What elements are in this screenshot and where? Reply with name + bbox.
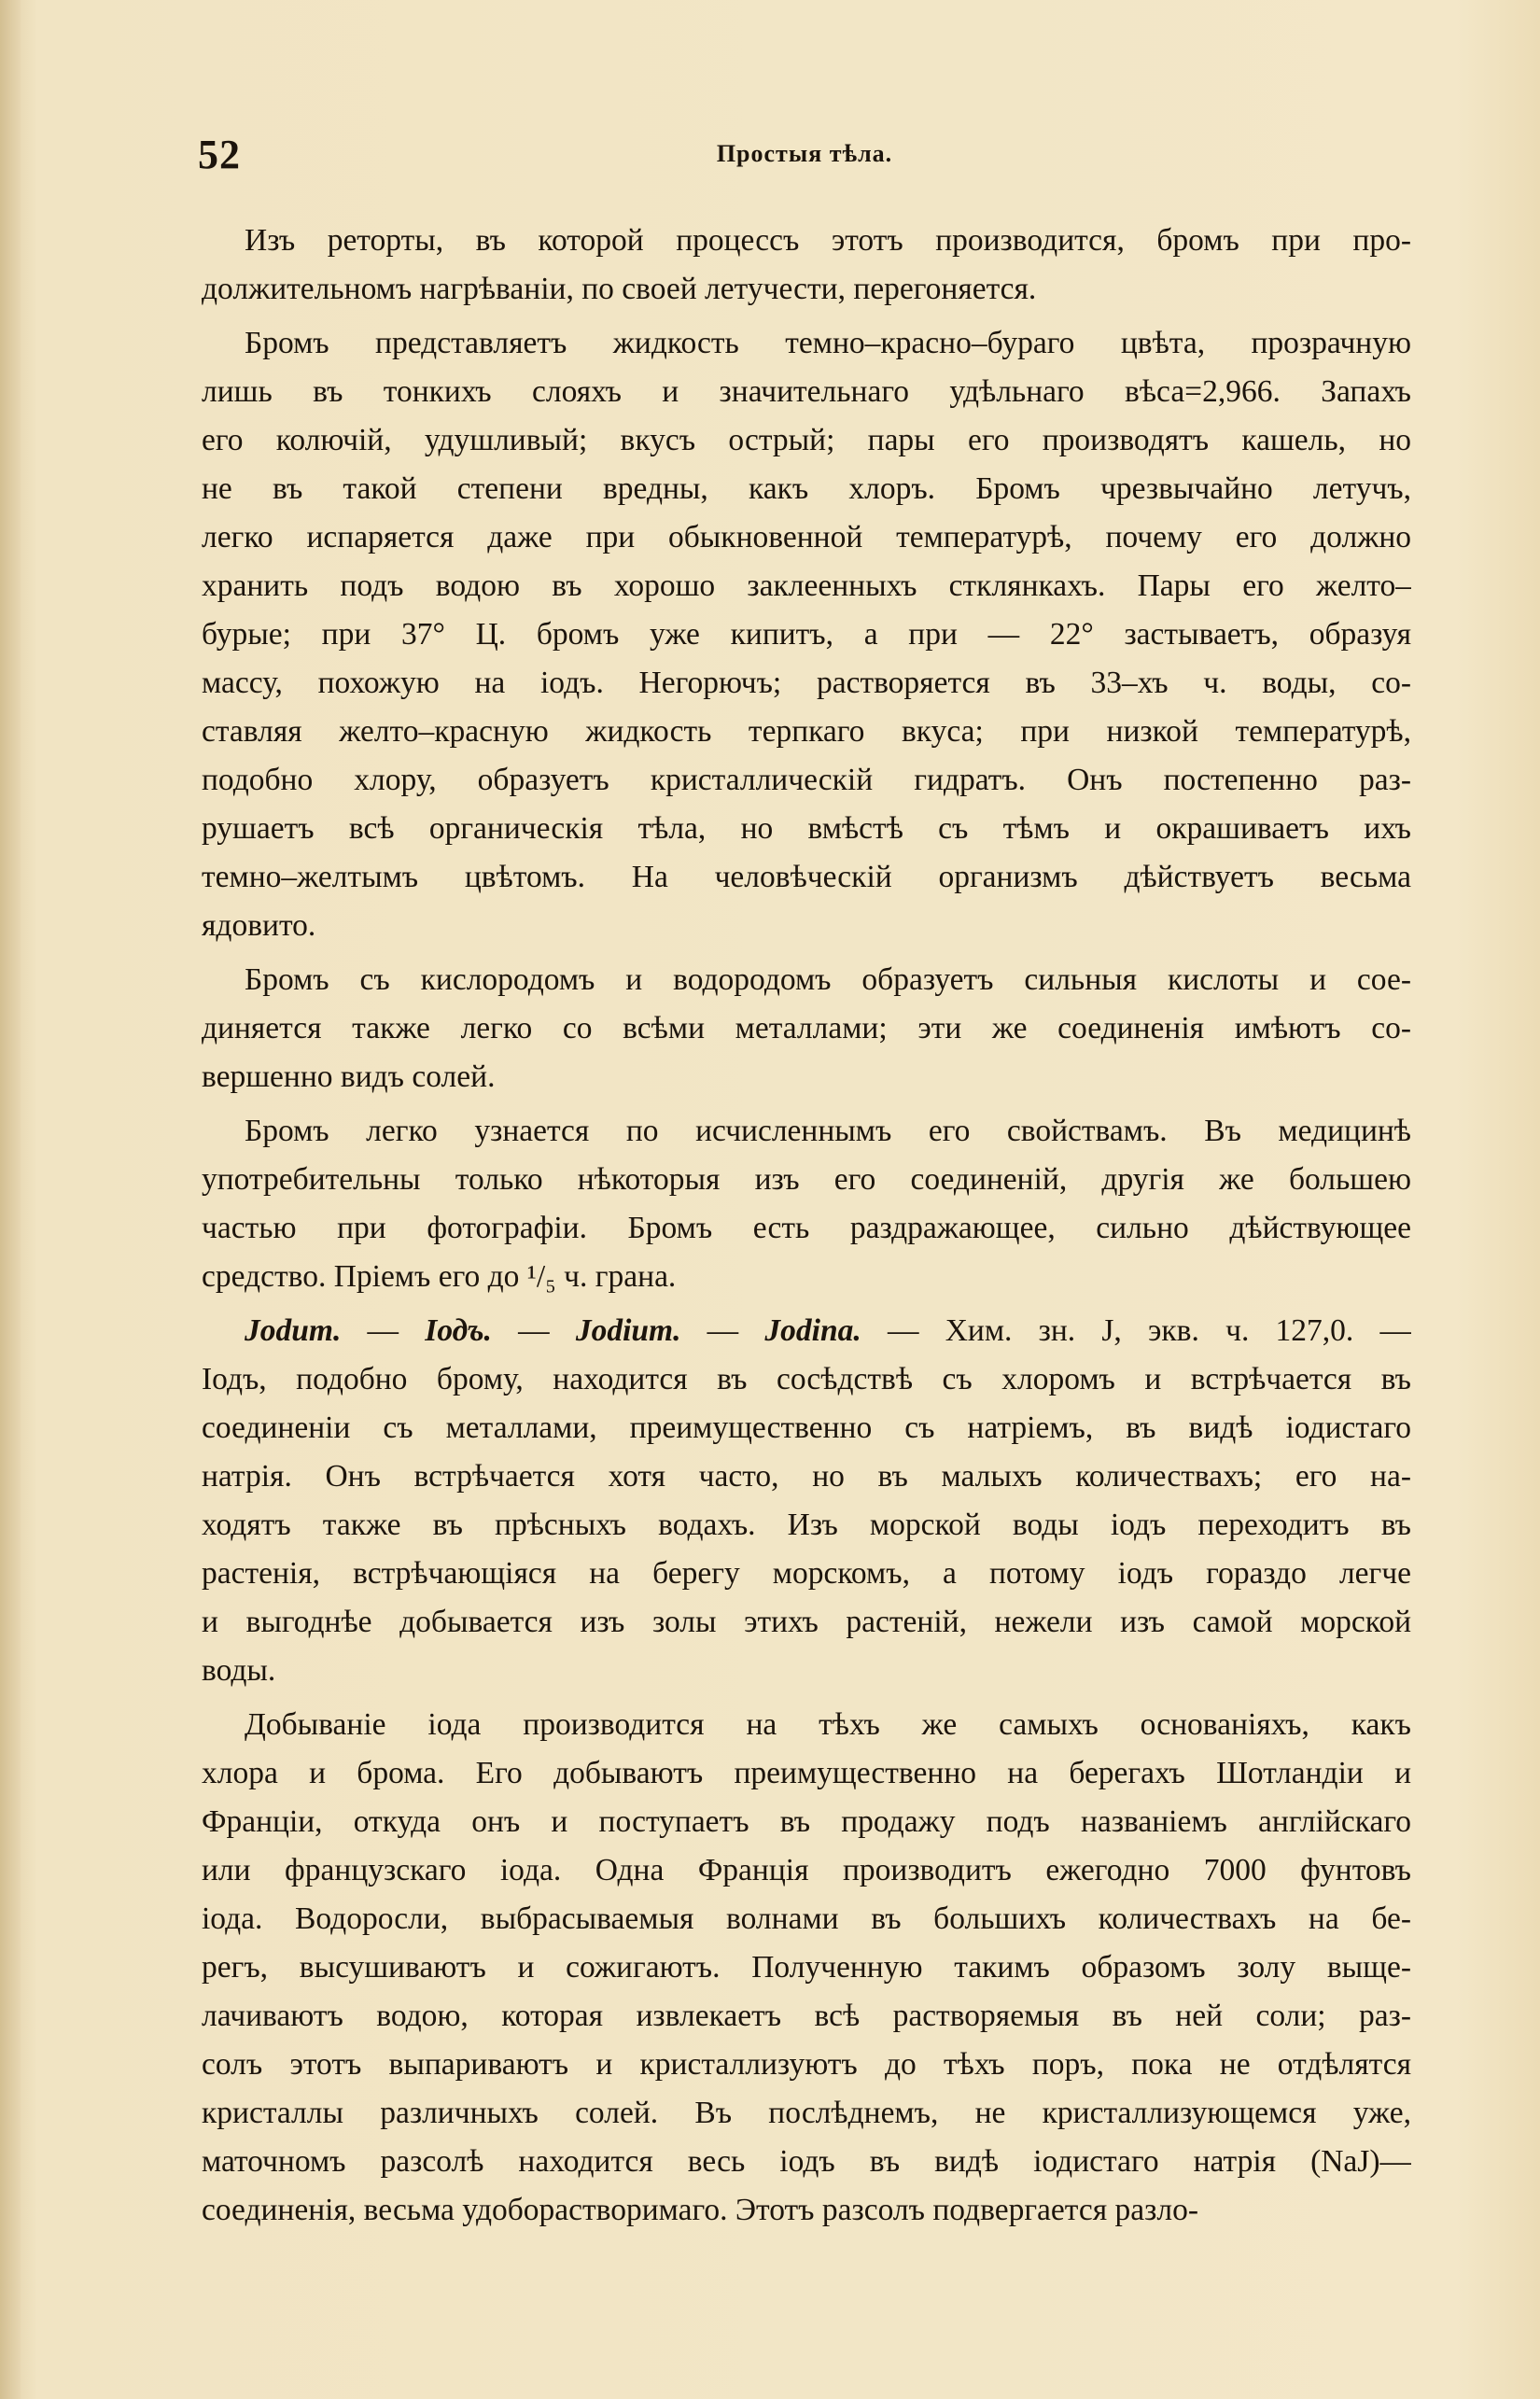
paragraph — [202, 1307, 1411, 1695]
text-line: регъ, высушиваютъ и сожигаютъ. Полученную такимъ образомъ золу выще- — [202, 1950, 1411, 1985]
text-line: и выгоднѣе добывается изъ золы этихъ растеній, нежели изъ самой морской — [202, 1605, 1411, 1639]
text-line: ядовито. — [202, 908, 316, 943]
text-line: Бромъ представляетъ жидкость темно–красно–бураго цвѣта, прозрачную — [245, 326, 1411, 360]
paragraph — [202, 1701, 1411, 2235]
page-number: 52 — [198, 132, 241, 177]
text-line: массу, похожую на іодъ. Негорючъ; растворяется въ 33–хъ ч. воды, со- — [202, 666, 1411, 700]
text-line: лишь въ тонкихъ слояхъ и значительнаго удѣльнаго вѣса=2,966. Запахъ — [202, 374, 1411, 409]
text-line: Франціи, откуда онъ и поступаетъ въ продажу подъ названіемъ англійскаго — [202, 1804, 1411, 1839]
body-text — [202, 217, 1411, 2235]
text-line: Бромъ съ кислородомъ и водородомъ образуетъ сильныя кислоты и сое- — [245, 962, 1411, 997]
text-line: должительномъ нагрѣваніи, по своей летучести, перегоняется. — [202, 272, 1037, 306]
text-line: лачиваютъ водою, которая извлекаетъ всѣ растворяемыя въ ней соли; раз- — [202, 1999, 1411, 2033]
running-head: Простыя тѣла. — [716, 140, 893, 167]
text-line: его колючій, удушливый; вкусъ острый; пары его производятъ кашель, но — [202, 423, 1411, 457]
text-line: темно–желтымъ цвѣтомъ. На человѣческій организмъ дѣйствуетъ весьма — [202, 860, 1411, 894]
text-line: кристаллы различныхъ солей. Въ послѣднемъ, не кристаллизующемся уже, — [202, 2096, 1411, 2130]
text-line: іода. Водоросли, выбрасываемыя волнами въ большихъ количествахъ на бе- — [202, 1901, 1411, 1936]
text-line: вершенно видъ солей. — [202, 1059, 496, 1094]
text-line: Jodum. — Іодъ. — Jodium. — Jodina. — Хим. зн. J, экв. ч. 127,0. — — [245, 1313, 1411, 1348]
paragraph — [202, 956, 1411, 1101]
page-header — [198, 131, 1411, 187]
text-line: не въ такой степени вредны, какъ хлоръ. Бромъ чрезвычайно летучъ, — [202, 471, 1411, 506]
text-line: натрія. Онъ встрѣчается хотя часто, но въ малыхъ количествахъ; его на- — [202, 1459, 1411, 1494]
text-line: солъ этотъ выпариваютъ и кристаллизуютъ до тѣхъ поръ, пока не отдѣлятся — [202, 2047, 1411, 2082]
text-line: растенія, встрѣчающіяся на берегу морскомъ, а потому іодъ гораздо легче — [202, 1556, 1411, 1591]
text-line: хранить подъ водою въ хорошо заклеенныхъ стклянкахъ. Пары его желто– — [202, 568, 1411, 603]
text-line: Добываніе іода производится на тѣхъ же самыхъ основаніяхъ, какъ — [245, 1707, 1411, 1742]
text-line: рушаетъ всѣ органическія тѣла, но вмѣстѣ съ тѣмъ и окрашиваетъ ихъ — [202, 811, 1411, 846]
text-line: воды. — [202, 1653, 276, 1688]
text-line: Бромъ легко узнается по исчисленнымъ его свойствамъ. Въ медицинѣ — [245, 1114, 1411, 1148]
text-line: бурые; при 37° Ц. бромъ уже кипитъ, а при — 22° застываетъ, образуя — [202, 617, 1411, 652]
text-line: легко испаряется даже при обыкновенной температурѣ, почему его должно — [202, 520, 1411, 554]
text-line: соединенія, весьма удоборастворимаго. Этотъ разсолъ подвергается разло- — [202, 2193, 1198, 2227]
text-line: употребительны только нѣкоторыя изъ его соединеній, другія же большею — [202, 1162, 1411, 1197]
text-line: подобно хлору, образуетъ кристаллическій гидратъ. Онъ постепенно раз- — [202, 763, 1411, 797]
text-line: средство. Пріемъ его до ¹/₅ ч. грана. — [202, 1259, 677, 1294]
text-line: соединеніи съ металлами, преимущественно съ натріемъ, въ видѣ іодистаго — [202, 1410, 1411, 1445]
text-line: ставляя желто–красную жидкость терпкаго вкуса; при низкой температурѣ, — [202, 714, 1411, 749]
text-line: диняется также легко со всѣми металлами; эти же соединенія имѣютъ со- — [202, 1011, 1411, 1045]
text-line: Изъ реторты, въ которой процессъ этотъ производится, бромъ при про- — [245, 223, 1411, 258]
text-line: маточномъ разсолѣ находится весь іодъ въ видѣ іодистаго натрія (NaJ)— — [202, 2144, 1411, 2179]
paragraph — [202, 1107, 1411, 1301]
text-line: частью при фотографіи. Бромъ есть раздражающее, сильно дѣйствующее — [202, 1211, 1411, 1245]
paragraph — [202, 217, 1411, 314]
text-line: хлора и брома. Его добываютъ преимущественно на берегахъ Шотландіи и — [202, 1756, 1411, 1790]
text-line: ходятъ также въ прѣсныхъ водахъ. Изъ морской воды іодъ переходитъ въ — [202, 1508, 1411, 1542]
text-line: или французскаго іода. Одна Франція производитъ ежегодно 7000 фунтовъ — [202, 1853, 1411, 1887]
paragraph — [202, 319, 1411, 950]
text-line: Іодъ, подобно брому, находится въ сосѣдствѣ съ хлоромъ и встрѣчается въ — [202, 1362, 1411, 1396]
page-spine-shadow — [0, 0, 21, 2399]
